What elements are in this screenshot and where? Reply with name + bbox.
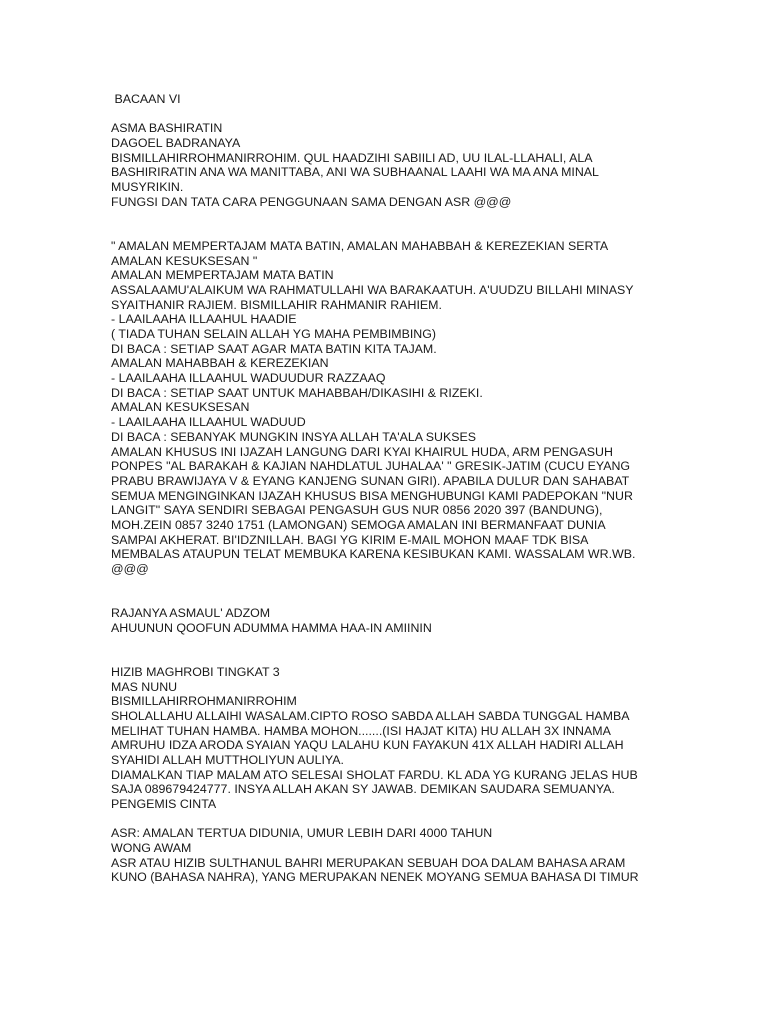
blank-line — [111, 577, 671, 592]
text-line: BACAAN VI — [111, 92, 181, 106]
text-line: MOH.ZEIN 0857 3240 1751 (LAMONGAN) SEMOGA AMALAN INI BERMANFAAT DUNIA — [111, 517, 606, 532]
text-line: ( TIADA TUHAN SELAIN ALLAH YG MAHA PEMBIMBING) — [111, 327, 436, 341]
text-line: DIAMALKAN TIAP MALAM ATO SELESAI SHOLAT FARDU. KL ADA YG KURANG JELAS HUB — [111, 767, 638, 782]
text-line: AMRUHU IDZA ARODA SYAIAN YAQU LALAHU KUN FAYAKUN 41X ALLAH HADIRI ALLAH — [111, 738, 624, 753]
text-line: PRABU BRAWIJAYA V & EYANG KANJENG SUNAN GIRI). APABILA DULUR DAN SAHABAT — [111, 473, 630, 488]
text-line: AMALAN MAHABBAH & KEREZEKIAN — [111, 356, 329, 371]
text-line: AMALAN KHUSUS INI IJAZAH LANGUNG DARI KYAI KHAIRUL HUDA, ARM PENGASUH — [111, 444, 613, 459]
text-line: ASMA BASHIRATIN — [111, 121, 223, 136]
text-line: AMALAN KESUKSESAN — [111, 400, 250, 415]
text-line: MAS NUNU — [111, 679, 178, 694]
blank-line — [111, 224, 671, 239]
text-line: MEMBALAS ATAUPUN TELAT MEMBUKA KARENA KESIBUKAN KAMI. WASSALAM WR.WB. — [111, 547, 636, 562]
text-line: SEMUA MENGINGINKAN IJAZAH KHUSUS BISA MENGHUBUNGI KAMI PADEPOKAN "NUR — [111, 488, 633, 503]
text-line: BASHIRIRATIN ANA WA MANITTABA, ANI WA SUBHAANAL LAAHI WA MA ANA MINAL — [111, 165, 599, 180]
text-line: @@@ — [111, 562, 149, 576]
blank-line — [111, 812, 671, 827]
text-line: DI BACA : SEBANYAK MUNGKIN INSYA ALLAH TA'ALA SUKSES — [111, 429, 477, 444]
blank-line — [111, 107, 671, 122]
text-line: BISMILLAHIRROHMANIRROHIM — [111, 694, 297, 709]
text-line: AHUUNUN QOOFUN ADUMMA HAMMA HAA-IN AMIININ — [111, 620, 432, 635]
text-line: SAMPAI AKHERAT. BI'IDZNILLAH. BAGI YG KIRIM E-MAIL MOHON MAAF TDK BISA — [111, 532, 589, 547]
text-line: MELIHAT TUHAN HAMBA. HAMBA MOHON.......(ISI HAJAT KITA) HU ALLAH 3X INNAMA — [111, 723, 611, 738]
text-line: SHOLALLAHU ALLAIHI WASALAM.CIPTO ROSO SABDA ALLAH SABDA TUNGGAL HAMBA — [111, 708, 630, 723]
blank-line — [111, 635, 671, 650]
text-line: PONPES "AL BARAKAH & KAJIAN NAHDLATUL JUHALAA' " GRESIK-JATIM (CUCU EYANG — [111, 459, 631, 474]
text-line: SYAHIDI ALLAH MUTTHOLIYUN AULIYA. — [111, 752, 344, 767]
document-body — [111, 92, 671, 885]
text-line: - LAAILAAHA ILLAAHUL HAADIE — [111, 312, 297, 327]
text-line: FUNGSI DAN TATA CARA PENGGUNAAN SAMA DENGAN ASR @@@ — [111, 194, 512, 209]
text-line: ASSALAAMU'ALAIKUM WA RAHMATULLAHI WA BARAKAATUH. A'UUDZU BILLAHI MINASY — [111, 282, 634, 297]
text-line: DI BACA : SETIAP SAAT AGAR MATA BATIN KITA TAJAM. — [111, 341, 437, 356]
text-line: MUSYRIKIN. — [111, 180, 184, 195]
text-line: AMALAN MEMPERTAJAM MATA BATIN — [111, 268, 334, 283]
text-line: SAJA 089679424777. INSYA ALLAH AKAN SY JAWAB. DEMIKAN SAUDARA SEMUANYA. — [111, 782, 615, 797]
text-line: - LAAILAAHA ILLAAHUL WADUUD — [111, 415, 306, 430]
text-line: LANGIT" SAYA SENDIRI SEBAGAI PENGASUH GUS NUR 0856 2020 397 (BANDUNG), — [111, 503, 603, 518]
text-line: ASR ATAU HIZIB SULTHANUL BAHRI MERUPAKAN SEBUAH DOA DALAM BAHASA ARAM — [111, 855, 626, 870]
text-line: ASR: AMALAN TERTUA DIDUNIA, UMUR LEBIH DARI 4000 TAHUN — [111, 826, 493, 841]
blank-line — [111, 210, 671, 225]
text-line: BISMILLAHIRROHMANIRROHIM. QUL HAADZIHI SABIILI AD, UU ILAL-LLAHALI, ALA — [111, 150, 593, 165]
text-line: " AMALAN MEMPERTAJAM MATA BATIN, AMALAN MAHABBAH & KEREZEKIAN SERTA — [111, 238, 609, 253]
text-line: SYAITHANIR RAJIEM. BISMILLAHIR RAHMANIR RAHIEM. — [111, 297, 442, 312]
text-line: PENGEMIS CINTA — [111, 797, 217, 811]
text-line: AMALAN KESUKSESAN " — [111, 253, 258, 268]
text-line: RAJANYA ASMAUL' ADZOM — [111, 606, 271, 621]
text-line: WONG AWAM — [111, 841, 192, 856]
text-line: KUNO (BAHASA NAHRA), YANG MERUPAKAN NENEK MOYANG SEMUA BAHASA DI TIMUR — [111, 870, 639, 885]
text-line: DI BACA : SETIAP SAAT UNTUK MAHABBAH/DIKASIHI & RIZEKI. — [111, 385, 483, 400]
text-line: HIZIB MAGHROBI TINGKAT 3 — [111, 664, 280, 679]
blank-line — [111, 591, 671, 606]
text-line: - LAAILAAHA ILLAAHUL WADUUDUR RAZZAAQ — [111, 371, 386, 386]
blank-line — [111, 650, 671, 665]
text-line: DAGOEL BADRANAYA — [111, 136, 241, 151]
